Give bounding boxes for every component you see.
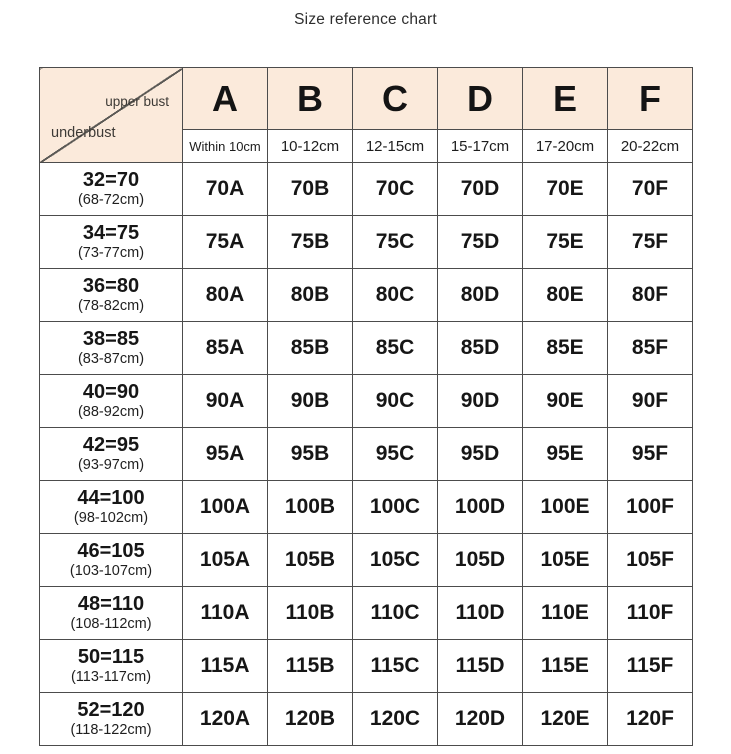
range-header-c: 12-15cm	[353, 130, 438, 163]
size-code: 36=80	[82, 275, 140, 298]
size-cell: 120E	[523, 693, 608, 746]
size-code: 48=110	[77, 593, 145, 616]
size-range: (108-112cm)	[70, 616, 152, 633]
row-size-cell	[40, 428, 183, 481]
size-cell: 75A	[183, 216, 268, 269]
size-cell: 95C	[353, 428, 438, 481]
underbust-label: underbust	[51, 125, 116, 141]
size-code: 38=85	[82, 328, 140, 351]
size-cell: 70D	[438, 163, 523, 216]
table-row	[40, 163, 693, 216]
range-header-d: 15-17cm	[438, 130, 523, 163]
size-cell: 100E	[523, 481, 608, 534]
range-header-b: 10-12cm	[268, 130, 353, 163]
table-row	[40, 534, 693, 587]
size-code: 44=100	[77, 487, 145, 510]
size-cell: 70E	[523, 163, 608, 216]
size-cell: 90D	[438, 375, 523, 428]
row-size-cell	[40, 481, 183, 534]
size-cell: 115D	[438, 640, 523, 693]
table-row	[40, 216, 693, 269]
row-size-cell	[40, 322, 183, 375]
size-cell: 90C	[353, 375, 438, 428]
size-cell: 110A	[183, 587, 268, 640]
size-cell: 95A	[183, 428, 268, 481]
size-cell: 105B	[268, 534, 353, 587]
size-code: 34=75	[82, 222, 140, 245]
row-size-cell	[40, 640, 183, 693]
size-cell: 105A	[183, 534, 268, 587]
table-row	[40, 322, 693, 375]
size-cell: 115E	[523, 640, 608, 693]
size-cell: 95B	[268, 428, 353, 481]
size-cell: 70A	[183, 163, 268, 216]
table-row	[40, 481, 693, 534]
size-cell: 80C	[353, 269, 438, 322]
size-cell: 75D	[438, 216, 523, 269]
size-cell: 110F	[608, 587, 693, 640]
size-range: (73-77cm)	[77, 245, 145, 262]
corner-cell	[40, 68, 183, 163]
column-header-f: F	[608, 68, 693, 130]
header-letter-row	[40, 68, 693, 130]
column-header-d: D	[438, 68, 523, 130]
size-cell: 115F	[608, 640, 693, 693]
size-cell: 80B	[268, 269, 353, 322]
size-cell: 85A	[183, 322, 268, 375]
row-size-cell	[40, 587, 183, 640]
size-cell: 85F	[608, 322, 693, 375]
size-cell: 100B	[268, 481, 353, 534]
size-cell: 110C	[353, 587, 438, 640]
row-size-cell	[40, 534, 183, 587]
page-title: Size reference chart	[294, 11, 437, 28]
size-cell: 105C	[353, 534, 438, 587]
size-cell: 120D	[438, 693, 523, 746]
size-cell: 115C	[353, 640, 438, 693]
column-header-b: B	[268, 68, 353, 130]
size-range: (113-117cm)	[70, 669, 152, 686]
column-header-c: C	[353, 68, 438, 130]
table-row	[40, 428, 693, 481]
size-cell: 85D	[438, 322, 523, 375]
size-range: (103-107cm)	[69, 563, 153, 580]
size-cell: 85B	[268, 322, 353, 375]
size-cell: 120F	[608, 693, 693, 746]
table-row	[40, 693, 693, 746]
table-row	[40, 375, 693, 428]
size-range: (93-97cm)	[77, 457, 145, 474]
range-header-a: Within 10cm	[183, 130, 268, 163]
size-cell: 95D	[438, 428, 523, 481]
row-size-cell	[40, 216, 183, 269]
size-cell: 80D	[438, 269, 523, 322]
size-cell: 100F	[608, 481, 693, 534]
size-cell: 95F	[608, 428, 693, 481]
table-row	[40, 269, 693, 322]
size-cell: 100D	[438, 481, 523, 534]
size-cell: 75F	[608, 216, 693, 269]
size-range: (83-87cm)	[77, 351, 145, 368]
size-code: 52=120	[77, 699, 145, 722]
size-cell: 70B	[268, 163, 353, 216]
size-code: 32=70	[82, 169, 140, 192]
size-cell: 75C	[353, 216, 438, 269]
size-cell: 90F	[608, 375, 693, 428]
size-cell: 85C	[353, 322, 438, 375]
size-cell: 80A	[183, 269, 268, 322]
size-cell: 70F	[608, 163, 693, 216]
size-range: (88-92cm)	[77, 404, 145, 421]
size-cell: 90B	[268, 375, 353, 428]
size-range: (68-72cm)	[77, 192, 145, 209]
row-size-cell	[40, 269, 183, 322]
size-cell: 110E	[523, 587, 608, 640]
upper-bust-label: upper bust	[105, 94, 169, 109]
table-row	[40, 587, 693, 640]
size-reference-table	[39, 67, 693, 746]
size-cell: 105F	[608, 534, 693, 587]
size-cell: 90E	[523, 375, 608, 428]
size-code: 40=90	[82, 381, 140, 404]
size-cell: 115B	[268, 640, 353, 693]
range-header-f: 20-22cm	[608, 130, 693, 163]
size-cell: 80F	[608, 269, 693, 322]
size-cell: 90A	[183, 375, 268, 428]
column-header-a: A	[183, 68, 268, 130]
row-size-cell	[40, 163, 183, 216]
size-cell: 85E	[523, 322, 608, 375]
column-header-e: E	[523, 68, 608, 130]
size-cell: 110D	[438, 587, 523, 640]
size-cell: 75E	[523, 216, 608, 269]
size-cell: 115A	[183, 640, 268, 693]
size-cell: 100C	[353, 481, 438, 534]
size-cell: 70C	[353, 163, 438, 216]
size-cell: 80E	[523, 269, 608, 322]
size-code: 42=95	[82, 434, 140, 457]
size-cell: 105D	[438, 534, 523, 587]
row-size-cell	[40, 693, 183, 746]
size-cell: 100A	[183, 481, 268, 534]
size-cell: 110B	[268, 587, 353, 640]
size-range: (118-122cm)	[70, 722, 152, 739]
table-row	[40, 640, 693, 693]
size-code: 46=105	[77, 540, 145, 563]
size-range: (98-102cm)	[73, 510, 149, 527]
size-cell: 95E	[523, 428, 608, 481]
row-size-cell	[40, 375, 183, 428]
size-cell: 120C	[353, 693, 438, 746]
range-header-e: 17-20cm	[523, 130, 608, 163]
size-cell: 75B	[268, 216, 353, 269]
size-cell: 105E	[523, 534, 608, 587]
size-code: 50=115	[77, 646, 145, 669]
size-range: (78-82cm)	[77, 298, 145, 315]
size-cell: 120A	[183, 693, 268, 746]
size-cell: 120B	[268, 693, 353, 746]
